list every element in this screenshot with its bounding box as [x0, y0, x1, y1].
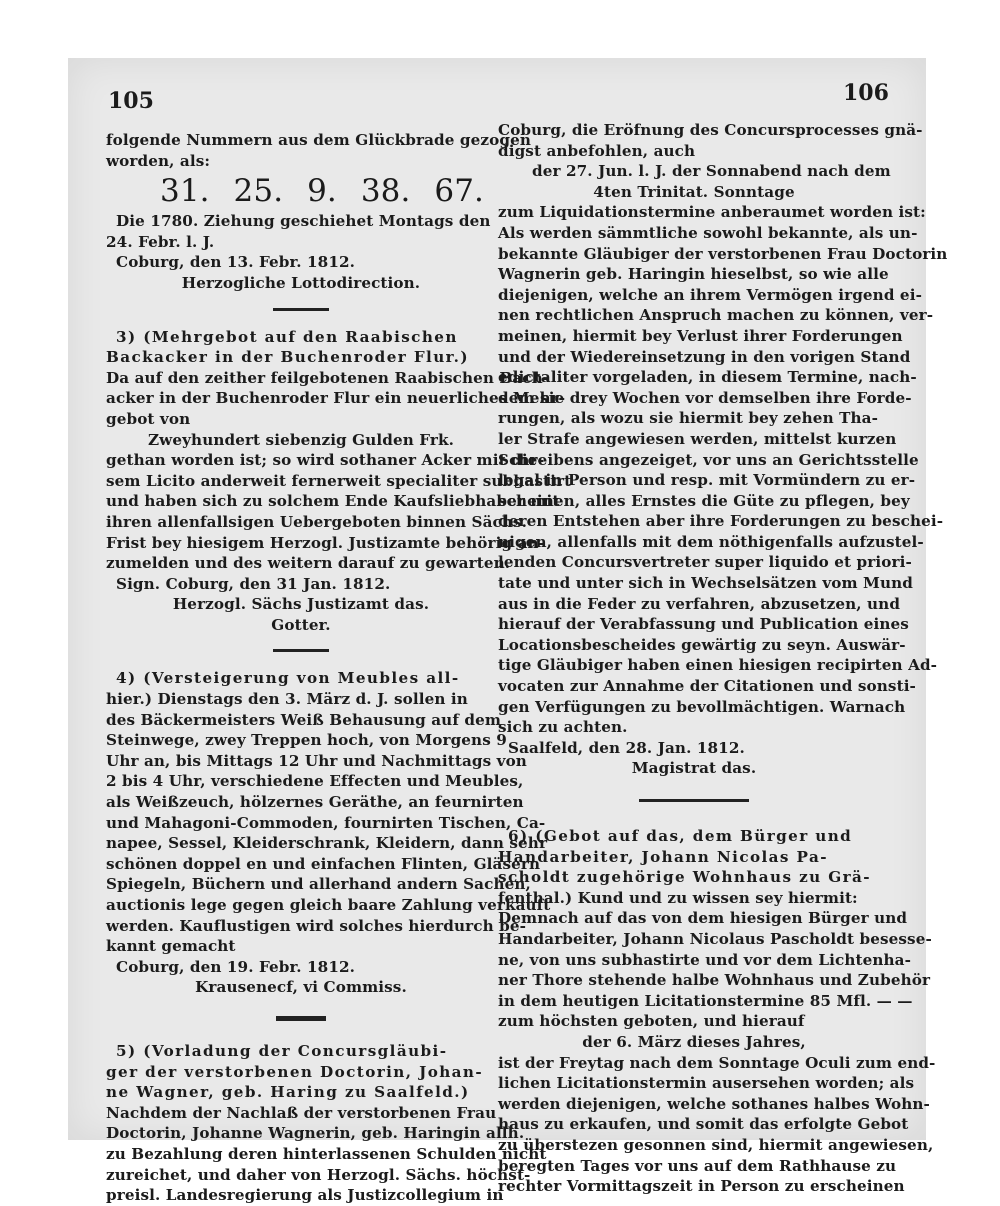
text-line: gen Verfügungen zu bevollmächtigen. Warnach	[498, 697, 906, 716]
text-line: Frist bey hiesigem Herzogl. Justizamte behörig an-	[106, 533, 546, 552]
text-line: zureichet, und daher von Herzogl. Sächs. höchst-	[106, 1165, 531, 1184]
text-line: nigen, allenfalls mit dem nöthigenfalls aufzustel-	[498, 532, 924, 551]
text-line: gethan worden ist; so wird sothaner Acker mit die-	[106, 451, 544, 470]
notice-6-date: der 6. März dieses Jahres,	[582, 1032, 806, 1051]
text-line: Locationsbescheides gewärtig zu seyn. Auswär-	[498, 635, 906, 654]
notice-6-heading: 6) (Gebot auf das, dem Bürger und	[508, 827, 853, 845]
text-line: haus zu erkaufen, und somit das erfolgte Gebot	[498, 1115, 909, 1134]
page-number-left: 105	[108, 88, 154, 114]
text-line: fenthal.) Kund und zu wissen sey hiermit:	[498, 888, 858, 907]
lottery-signer: Herzogliche Lottodirection.	[181, 273, 421, 292]
section-divider	[639, 799, 749, 802]
text-line: Wagnerin geb. Haringin hieselbst, so wie alle	[498, 265, 889, 284]
text-line: Doctorin, Johanne Wagnerin, geb. Haringin allh.	[106, 1124, 525, 1143]
text-line: worden, als:	[106, 151, 211, 170]
text-line: ihren allenfallsigen Uebergeboten binnen Sächs.	[106, 512, 528, 531]
notice-5-heading: ger der verstorbenen Doctorin, Johan-	[106, 1062, 484, 1081]
text-line: ler Strafe angewiesen werden, mittelst kurzen	[498, 429, 897, 448]
notice-4-signer: Krausenecf, vi Commiss.	[195, 978, 407, 997]
text-line: zum Liquidationstermine anberaumet worden ist:	[498, 203, 926, 222]
text-line: tate und unter sich in Wechselsätzen vom Mund	[498, 574, 913, 593]
text-line: zu Bezahlung deren hinterlassenen Schulden nicht	[106, 1144, 547, 1163]
text-line: bekannte Gläubiger der verstorbenen Frau Doctorin	[498, 244, 948, 263]
text-line: nen rechtlichen Anspruch machen zu können, ver-	[498, 306, 934, 325]
text-line: deren Entstehen aber ihre Forderungen zu beschei-	[498, 512, 944, 531]
right-column	[498, 120, 948, 1197]
text-line: scheinen, alles Ernstes die Güte zu pflegen, bey	[498, 491, 910, 510]
text-line: in dem heutigen Licitationstermine 85 Mfl. — —	[498, 991, 913, 1010]
text-line: des Bäckermeisters Weiß Behausung auf dem	[106, 710, 501, 729]
text-line: edictaliter vorgeladen, in diesem Termine, nach-	[498, 368, 917, 387]
saalfeld-date: Saalfeld, den 28. Jan. 1812.	[508, 738, 745, 757]
text-line: als Weißzeuch, hölzernes Geräthe, an feurnirten	[106, 793, 524, 812]
text-line: digst anbefohlen, auch	[498, 141, 696, 160]
text-line: Schreibens angezeiget, vor uns an Gerichtsstelle	[498, 450, 919, 469]
text-line: Als werden sämmtliche sowohl bekannte, als un-	[498, 223, 918, 242]
text-line: ne, von uns subhastirte und vor dem Lichtenha-	[498, 950, 912, 969]
text-line: werden diejenigen, welche sothanes halbes Wohn-	[498, 1094, 930, 1113]
text-line: zumelden und des weitern darauf zu gewarten.	[106, 554, 511, 573]
notice-4-date: Coburg, den 19. Febr. 1812.	[116, 957, 356, 976]
text-line: hier.) Dienstags den 3. März d. J. sollen in	[106, 690, 468, 709]
lottery-numbers: 31. 25. 9. 38. 67.	[160, 173, 484, 210]
notice-3-heading: 3) (Mehrgebot auf den Raabischen	[116, 327, 458, 346]
text-line: schönen doppel en und einfachen Flinten, Gläsern	[106, 854, 541, 873]
notice-3-sign: Sign. Coburg, den 31 Jan. 1812.	[116, 574, 391, 593]
text-line: napee, Sessel, Kleiderschrank, Kleidern, dann sehr	[106, 834, 548, 853]
text-line: zu überstezen gesonnen sind, hiermit angewiesen,	[498, 1135, 934, 1154]
text-line: Coburg, die Eröfnung des Concursprocesses gnä-	[498, 121, 923, 139]
text-line: und der Wiedereinsetzung in den vorigen Stand	[498, 347, 911, 366]
liquidation-date: 4ten Trinitat. Sonntage	[593, 182, 795, 201]
text-line: Handarbeiter, Johann Nicolaus Pascholdt besesse-	[498, 929, 932, 948]
text-line: folgende Nummern aus dem Glückbrade gezogen	[106, 131, 531, 149]
section-divider	[276, 1016, 326, 1021]
text-line: 2 bis 4 Uhr, verschiedene Effecten und Meubles,	[106, 772, 524, 791]
section-divider	[273, 649, 329, 652]
text-line: sem Licito anderweit fernerweit specialiter subhastirt	[106, 471, 572, 490]
liquidation-date: der 27. Jun. l. J. der Sonnabend nach dem	[532, 162, 891, 181]
text-line: rechter Vormittagszeit in Person zu erscheinen	[498, 1177, 905, 1196]
text-line: 24. Febr. l. J.	[106, 232, 215, 251]
text-line: diejenigen, welche an ihrem Vermögen irgend ei-	[498, 285, 922, 304]
saalfeld-signer: Magistrat das.	[631, 759, 757, 778]
text-line: tige Gläubiger haben einen hiesigen recipirten Ad-	[498, 656, 938, 675]
text-line: hierauf der Verabfassung und Publication eines	[498, 615, 909, 634]
notice-3-heading: Backacker in der Buchenroder Flur.)	[106, 348, 469, 367]
text-line: Nachdem der Nachlaß der verstorbenen Frau	[106, 1103, 497, 1122]
text-line: beregten Tages vor uns auf dem Rathhause zu	[498, 1156, 897, 1175]
text-line: Steinwege, zwey Treppen hoch, von Morgens 9	[106, 731, 507, 750]
notice-5-heading: ne Wagner, geb. Haring zu Saalfeld.)	[106, 1083, 470, 1102]
text-line: Die 1780. Ziehung geschiehet Montags den	[116, 212, 491, 231]
text-line: gebot von	[106, 409, 191, 428]
text-line: preisl. Landesregierung als Justizcollegium in	[106, 1186, 504, 1205]
text-line: dem sie drey Wochen vor demselben ihre Forde-	[498, 388, 912, 407]
text-line: werden. Kauflustigen wird solches hierdurch be-	[106, 916, 527, 935]
newspaper-page-scan	[68, 58, 948, 1205]
text-line: aus in die Feder zu verfahren, abzusetzen, und	[498, 594, 901, 613]
text-line: Da auf den zeither feilgebotenen Raabischen Bach-	[106, 368, 550, 387]
text-line: vocaten zur Annahme der Citationen und sonsti-	[498, 677, 916, 696]
notice-6-heading: Handarbeiter, Johann Nicolas Pa-	[498, 847, 828, 866]
notice-3-name: Gotter.	[271, 615, 331, 634]
text-line: und haben sich zu solchem Ende Kaufsliebhaber mit	[106, 492, 560, 511]
lottery-date: Coburg, den 13. Febr. 1812.	[116, 253, 356, 272]
text-line: Demnach auf das von dem hiesigen Bürger und	[498, 909, 908, 928]
text-line: rungen, als wozu sie hiermit bey zehen Tha-	[498, 409, 878, 428]
text-line: ner Thore stehende halbe Wohnhaus und Zubehör	[498, 971, 931, 990]
text-line: lenden Concursvertreter super liquido et priori-	[498, 553, 912, 572]
text-line: lichen Licitationstermin ausersehen worden; als	[498, 1074, 915, 1093]
text-line: sich zu achten.	[498, 718, 628, 737]
notice-6-heading: scholdt zugehörige Wohnhaus zu Grä-	[498, 868, 871, 887]
notice-3-amount: Zweyhundert siebenzig Gulden Frk.	[148, 430, 454, 449]
text-line: acker in der Buchenroder Flur ein neuerliches Mehr-	[106, 389, 566, 408]
notice-3-signer: Herzogl. Sächs Justizamt das.	[172, 595, 430, 614]
page-number-right: 106	[843, 80, 889, 106]
text-line: und Mahagoni-Commoden, fournirten Tischen, Ca-	[106, 813, 546, 832]
text-line: auctionis lege gegen gleich baare Zahlung verkauft	[106, 896, 551, 914]
notice-4-heading: 4) (Versteigerung von Meubles all-	[116, 669, 460, 688]
text-line: ist der Freytag nach dem Sonntage Oculi zum end-	[498, 1053, 936, 1072]
text-line: meinen, hiermit bey Verlust ihrer Forderungen	[498, 326, 903, 345]
text-line: kannt gemacht	[106, 937, 236, 956]
text-line: legal in Person und resp. mit Vormündern zu er-	[498, 471, 916, 490]
text-line: zum höchsten geboten, und hierauf	[498, 1012, 805, 1031]
text-line: Uhr an, bis Mittags 12 Uhr und Nachmittags von	[106, 751, 527, 770]
notice-5-heading: 5) (Vorladung der Concursgläubi-	[116, 1041, 448, 1060]
section-divider	[273, 308, 329, 311]
text-line: Spiegeln, Büchern und allerhand andern Sachen,	[106, 875, 531, 894]
